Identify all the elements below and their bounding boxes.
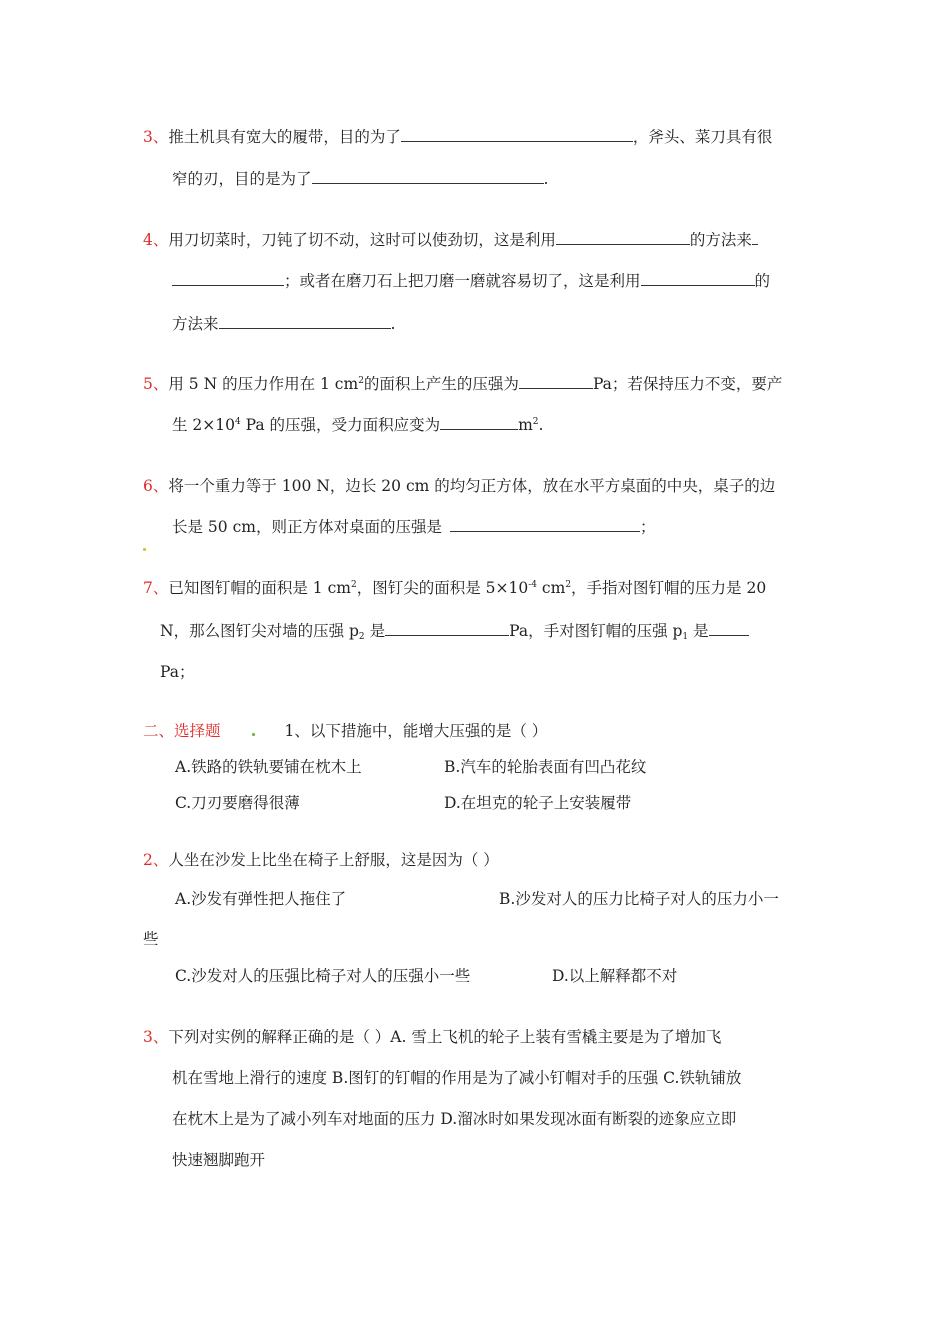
q3-blank-1[interactable] (401, 127, 633, 142)
q5-text-a: 用 5 N 的压力作用在 1 cm (168, 375, 359, 393)
choice-q2-number: 2、 (143, 851, 169, 869)
q3-text-c: 窄的刃，目的是为了 (172, 170, 312, 188)
choice-q1-stem: 1、以下措施中，能增大压强的是（ ） (284, 722, 548, 740)
q4-blank-4b[interactable] (255, 314, 391, 329)
q4-number: 4、 (143, 231, 169, 249)
q7-sup-a: 2 (350, 580, 357, 590)
q4-blank-2b[interactable] (204, 271, 284, 286)
q6-text-c: ； (639, 518, 656, 536)
q7-sup-c: 2 (565, 580, 572, 590)
q4-text-c: ；或者在磨刀石上把刀磨一磨就容易切了，这是利用 (284, 272, 641, 290)
q7-text-b: ，图钉尖的面积是 5×10 (356, 579, 529, 597)
choice-q3-line-2: 机在雪地上滑行的速度 B.图钉的钉帽的作用是为了减小钉帽对手的压强 C.铁轨铺放 (172, 1069, 742, 1087)
scan-speck (143, 548, 146, 551)
q5-text-d: 生 2×10 (172, 416, 235, 434)
choice-q3-line-3: 在枕木上是为了减小列车对地面的压力 D.溜冰时如果发现冰面有断裂的迹象应立即 (172, 1110, 737, 1128)
q7-text-i: Pa； (160, 663, 195, 681)
q5-text-c: Pa；若保持压力不变，要产 (592, 375, 783, 393)
q3-number: 3、 (143, 128, 169, 146)
q6-number: 6、 (143, 477, 169, 495)
choice-q2-option-b[interactable]: B.沙发对人的压力比椅子对人的压力小一 (499, 890, 779, 908)
q4-blank-3b[interactable] (685, 271, 755, 286)
choice-q1-option-d[interactable]: D.在坦克的轮子上安装履带 (444, 794, 632, 812)
q3-line-1 (143, 127, 772, 147)
q4-blank-2a[interactable] (172, 271, 204, 286)
q4-line-3 (172, 314, 395, 334)
q5-text-e: Pa 的压强，受力面积应变为 (240, 416, 441, 434)
q6-text-b: 长是 50 cm，则正方体对桌面的压强是 (172, 518, 442, 536)
q7-line-3 (160, 662, 194, 682)
choice-q3-line-1 (143, 1027, 721, 1047)
choice-q1-line (143, 721, 547, 741)
q4-text-d: 的 (754, 272, 771, 290)
q5-sup-b: 4 (235, 417, 241, 427)
section-title: 二、选择题 (143, 722, 221, 740)
q7-line-2 (160, 621, 749, 641)
q4-blank-1c[interactable] (752, 230, 758, 245)
q7-number: 7、 (143, 579, 169, 597)
q3-text-a: 推土机具有宽大的履带，目的为了 (168, 128, 401, 146)
q5-blank-1a[interactable] (519, 374, 563, 389)
q3-text-d: . (543, 170, 549, 188)
choice-q1-option-b[interactable]: B.汽车的轮胎表面有凹凸花纹 (444, 758, 647, 776)
q6-text-a: 将一个重力等于 100 N，边长 20 cm 的均匀正方体，放在水平方桌面的中央，桌子的边 (168, 477, 776, 495)
q5-text-f: m (518, 416, 533, 434)
q7-text-g: Pa，手对图钉帽的压强 p (509, 622, 683, 640)
choice-q2-line (143, 850, 499, 870)
q7-text-e: N，那么图钉尖对墙的压强 p (160, 622, 359, 640)
q5-number: 5、 (143, 375, 169, 393)
q4-text-f: . (390, 315, 396, 333)
q4-blank-3a[interactable] (641, 271, 685, 286)
q4-line-1 (143, 230, 758, 250)
q5-line-1 (143, 374, 782, 394)
q4-blank-4a[interactable] (219, 314, 255, 329)
q5-sup-a: 2 (358, 376, 364, 386)
choice-q1-option-c[interactable]: C.刀刃要磨得很薄 (175, 794, 300, 812)
q6-line-1 (143, 476, 775, 496)
choice-q3-number: 3、 (143, 1028, 169, 1046)
q4-text-e: 方法来 (172, 315, 219, 333)
choice-q2-stem: 人坐在沙发上比坐在椅子上舒服，这是因为（ ） (168, 851, 499, 869)
q3-line-2 (172, 169, 548, 189)
q5-blank-2a[interactable] (440, 415, 480, 430)
q7-sup-b: -4 (528, 580, 537, 590)
q5-line-2 (172, 415, 543, 435)
q4-blank-1a[interactable] (556, 230, 596, 245)
q7-text-c: cm (537, 579, 566, 597)
choice-q3-text-1: 下列对实例的解释正确的是（ ）A. 雪上飞机的轮子上装有雪橇主要是为了增加飞 (168, 1028, 722, 1046)
q7-line-1 (143, 578, 766, 598)
q5-text-b: 的面积上产生的压强为 (363, 375, 519, 393)
q7-text-a: 已知图钉帽的面积是 1 cm (168, 579, 351, 597)
choice-q2-option-c[interactable]: C.沙发对人的压强比椅子对人的压强小一些 (175, 967, 471, 985)
q7-blank-2[interactable] (709, 621, 749, 636)
q7-text-f: 是 (364, 622, 386, 640)
scan-speck (252, 733, 255, 736)
q4-blank-1b[interactable] (596, 230, 690, 245)
q6-line-2 (172, 517, 655, 537)
choice-q1-option-a[interactable]: A.铁路的铁轨要铺在枕木上 (175, 758, 362, 776)
q3-blank-2[interactable] (312, 169, 544, 184)
choice-q2-option-d[interactable]: D.以上解释都不对 (552, 967, 678, 985)
q7-text-d: ，手指对图钉帽的压力是 20 (571, 579, 767, 597)
q4-text-a: 用刀切菜时，刀钝了切不动，这时可以使劲切，这是利用 (168, 231, 556, 249)
q7-blank-1a[interactable] (385, 621, 429, 636)
choice-q2-option-a[interactable]: A.沙发有弹性把人拖住了 (175, 890, 347, 908)
q6-blank-a[interactable] (450, 517, 600, 532)
q4-line-2 (172, 271, 770, 291)
q6-blank-b[interactable] (600, 517, 640, 532)
q3-text-b: ，斧头、菜刀具有很 (632, 128, 773, 146)
choice-q2-option-b-wrap: 些 (143, 930, 159, 948)
q5-text-g: . (538, 416, 544, 434)
q7-sub-a: 2 (358, 632, 365, 642)
q5-sup-c: 2 (532, 417, 539, 427)
q7-text-h: 是 (688, 622, 709, 640)
q7-sub-b: 1 (682, 632, 689, 642)
q5-blank-1b[interactable] (563, 374, 593, 389)
q5-blank-2b[interactable] (480, 415, 518, 430)
q7-blank-1b[interactable] (429, 621, 509, 636)
q4-text-b: 的方法来 (689, 231, 752, 249)
choice-q3-line-4: 快速翘脚跑开 (172, 1151, 266, 1169)
